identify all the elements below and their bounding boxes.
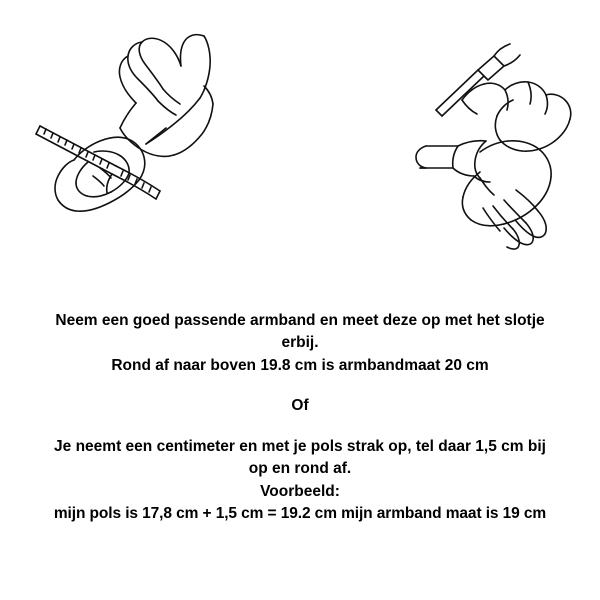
instruction-paragraph-1 [12, 310, 588, 377]
hand-measuring-bracelet-with-tape-icon [8, 0, 298, 290]
instruction-line-1: Neem een goed passende armband en meet deze op met het slotje [55, 312, 545, 329]
illustration-row [0, 0, 600, 290]
hand-marking-tape-with-pen-icon [308, 0, 598, 290]
instruction-line-2: erbij. [281, 334, 319, 352]
spacer-1 [0, 377, 600, 395]
instruction-line-4: Je neemt een centimeter en met je pols strak op, tel daar 1,5 cm bij [54, 437, 546, 455]
spacer-2 [0, 418, 600, 436]
instructions-text-block [0, 310, 600, 526]
example-label: Voorbeeld: [260, 482, 340, 500]
instruction-line-5: op en rond af. [248, 460, 352, 478]
example-block [12, 481, 588, 526]
example-text: mijn pols is 17,8 cm + 1,5 cm = 19.2 cm mijn armband maat is 19 cm [53, 505, 547, 523]
instruction-line-3: Rond af naar boven 19.8 cm is armbandmaat 20 cm [111, 356, 489, 374]
instruction-paragraph-2 [12, 436, 588, 481]
or-separator: Of [291, 397, 309, 415]
